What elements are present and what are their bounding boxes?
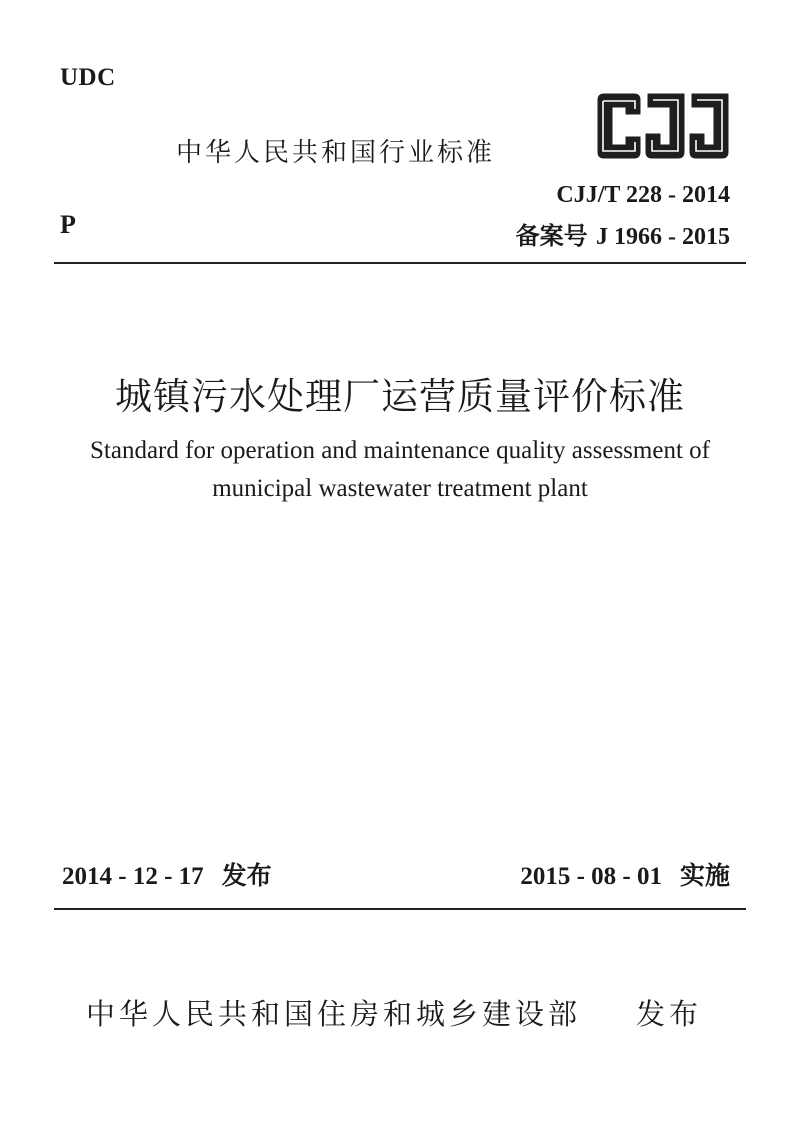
issuing-action: 发布 [635, 997, 702, 1031]
filing-value: J 1966 - 2015 [596, 224, 730, 250]
title-english-line-1: Standard for operation and maintenance quality assessment of [90, 437, 710, 464]
issuing-authority: 中华人民共和国住房和城乡建设部 [86, 997, 582, 1031]
bottom-divider [54, 908, 746, 910]
standard-code: CJJ/T 228 - 2014 [556, 182, 730, 208]
classification-letter: P [60, 210, 76, 239]
title-english-line-2: municipal wastewater treatment plant [212, 475, 588, 502]
title-english [40, 432, 760, 508]
issue-label: 发布 [221, 861, 272, 890]
top-divider [54, 262, 746, 264]
issue-date: 2014 - 12 - 17 [62, 863, 204, 890]
filing-number [516, 216, 730, 251]
filing-label: 备案号 [515, 222, 588, 250]
effective-label: 实施 [679, 861, 730, 890]
effective-date: 2015 - 08 - 01 [520, 863, 662, 890]
standard-category: 中华人民共和国行业标准 [176, 138, 496, 168]
udc-label: UDC [60, 64, 116, 91]
issue-date-line [62, 856, 272, 892]
effective-date-line [520, 856, 730, 892]
cjj-logo [594, 92, 732, 160]
title-chinese: 城镇污水处理厂运营质量评价标准 [115, 375, 685, 418]
